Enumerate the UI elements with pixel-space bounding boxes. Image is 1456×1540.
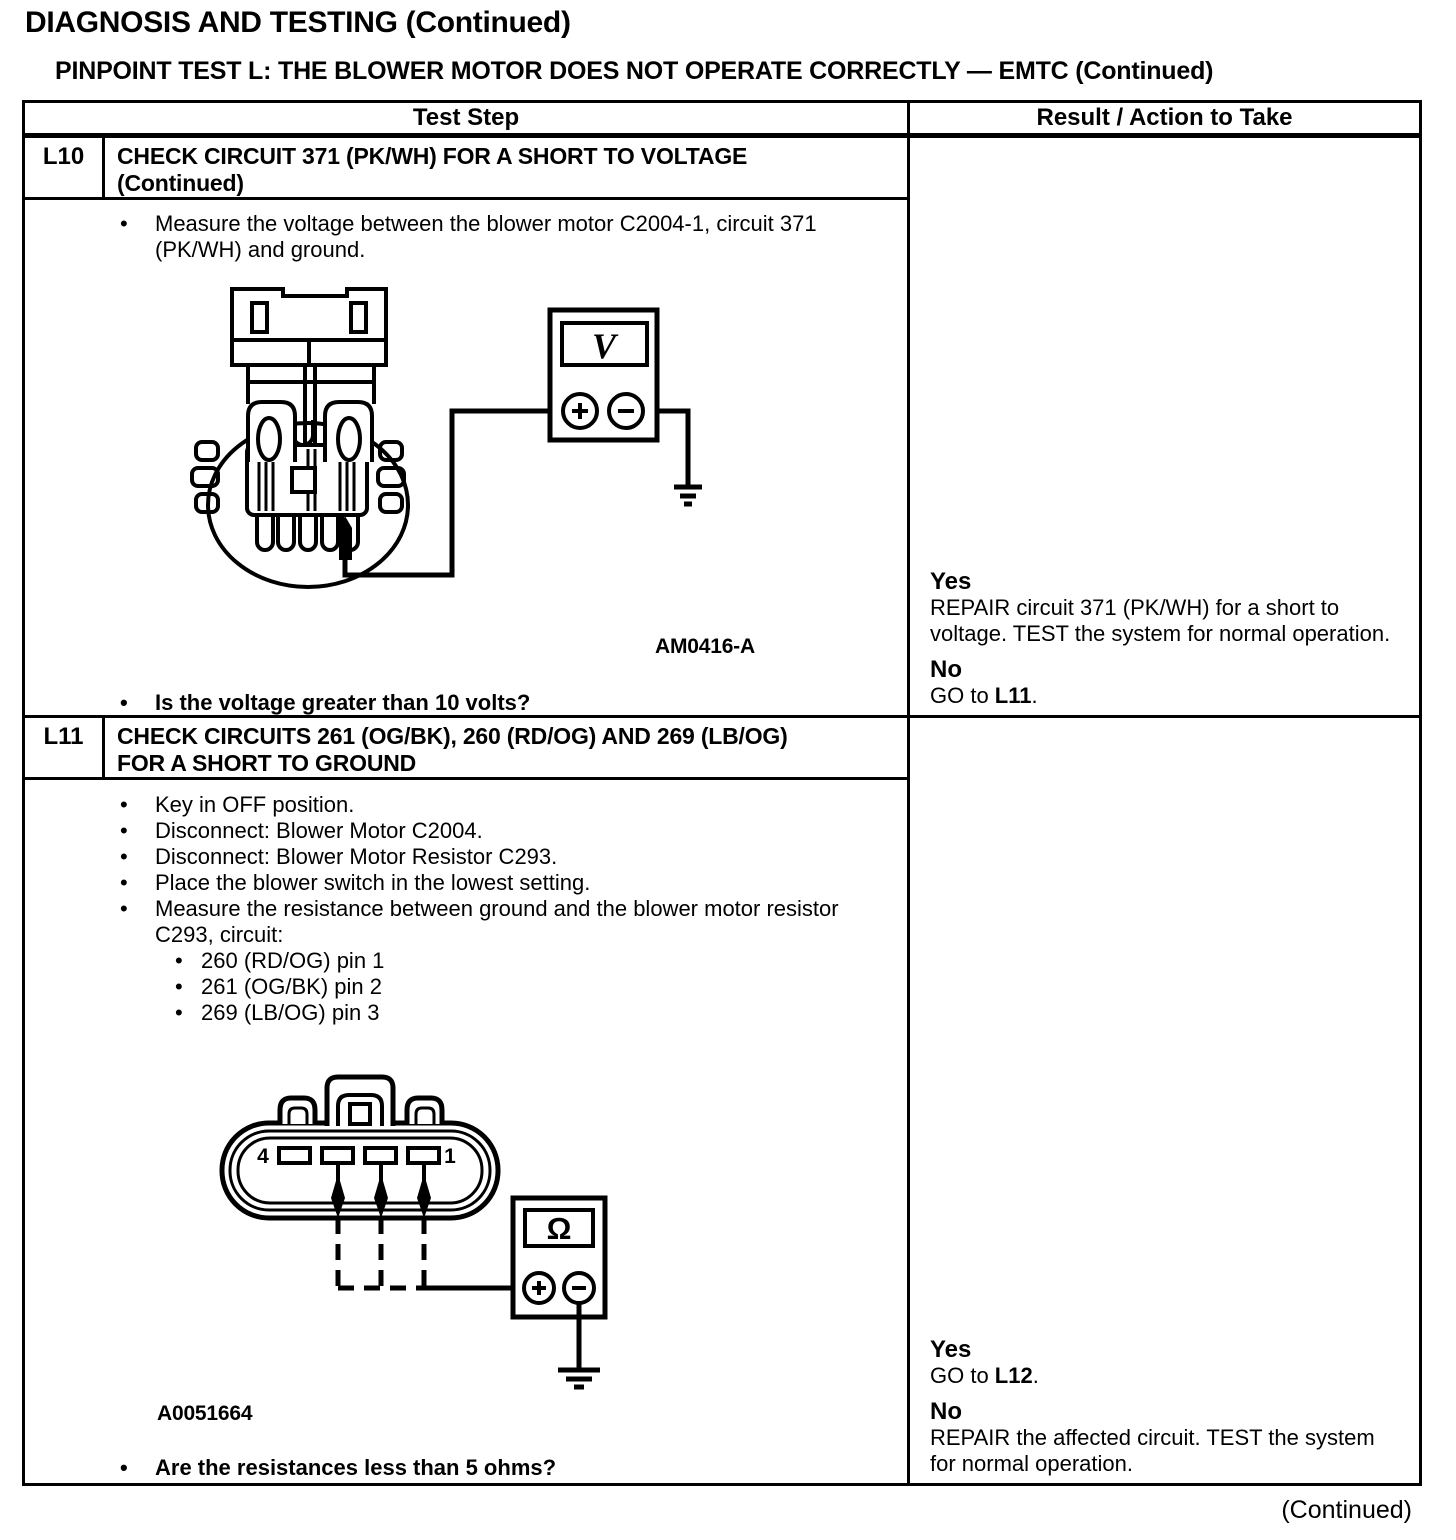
table-header-row xyxy=(25,103,1419,138)
ground-symbol xyxy=(674,487,702,504)
l11-bullet-1: Key in OFF position. xyxy=(155,792,355,817)
bullet-icon: • xyxy=(120,1455,128,1480)
l10-no-action-step-ref: L11 xyxy=(994,683,1032,708)
l11-yes-action xyxy=(930,1363,1399,1389)
pinpoint-test-table xyxy=(22,100,1422,1486)
l11-step-id: L11 xyxy=(25,718,105,777)
bullet-icon: • xyxy=(120,896,128,921)
l11-test-step-cell xyxy=(25,718,910,1483)
l10-question-text: Is the voltage greater than 10 volts? xyxy=(155,690,531,715)
l11-resistance-test-diagram xyxy=(150,1068,670,1408)
bullet-icon: • xyxy=(120,870,128,895)
l11-yes-action-prefix: GO to xyxy=(930,1363,995,1388)
l11-bullet-4: Place the blower switch in the lowest setting. xyxy=(155,870,591,895)
l10-no-action xyxy=(930,683,1399,709)
l11-step-body xyxy=(25,780,907,1483)
list-item xyxy=(25,1000,856,1026)
pin-label-1: 1 xyxy=(444,1145,456,1168)
list-item xyxy=(25,870,856,896)
ohmmeter-symbol: Ω xyxy=(546,1211,572,1246)
l11-yes-action-suffix: . xyxy=(1032,1363,1039,1388)
pin-label-4: 4 xyxy=(257,1145,269,1168)
page-title: DIAGNOSIS AND TESTING (Continued) xyxy=(25,6,571,39)
l10-title-line1: CHECK CIRCUIT 371 (PK/WH) FOR A SHORT TO VOLTAGE xyxy=(117,143,748,169)
dashed-test-leads xyxy=(338,1218,424,1288)
l10-title-strip xyxy=(25,138,907,200)
l11-instruction-list xyxy=(25,792,856,948)
l10-voltage-test-diagram xyxy=(190,282,710,612)
l10-step-id: L10 xyxy=(25,138,105,197)
l11-question xyxy=(25,1455,885,1481)
list-item xyxy=(25,974,856,1000)
list-item xyxy=(25,844,856,870)
l11-subbullet-3: 269 (LB/OG) pin 3 xyxy=(201,1000,380,1025)
bullet-icon: • xyxy=(120,792,128,817)
l11-yes-action-step-ref: L12 xyxy=(994,1363,1033,1388)
page-continued-note: (Continued) xyxy=(1281,1496,1412,1524)
bullet-icon: • xyxy=(175,974,183,999)
l10-result-cell xyxy=(910,138,1419,715)
l11-bullet-3: Disconnect: Blower Motor Resistor C293. xyxy=(155,844,558,869)
list-item xyxy=(25,896,856,948)
voltmeter-symbol: V xyxy=(591,326,617,366)
l11-title-strip xyxy=(25,718,907,780)
l10-figure-label: AM0416-A xyxy=(655,635,755,658)
l11-result-cell xyxy=(910,718,1419,1483)
l11-subbullet-1: 260 (RD/OG) pin 1 xyxy=(201,948,385,973)
list-item xyxy=(25,948,856,974)
l10-step-title xyxy=(105,138,907,197)
bullet-icon: • xyxy=(120,818,128,843)
l11-title-line1: CHECK CIRCUITS 261 (OG/BK), 260 (RD/OG) AND 269 (LB/OG) xyxy=(117,723,788,749)
l11-no-label: No xyxy=(930,1398,962,1425)
l11-title-line2: FOR A SHORT TO GROUND xyxy=(117,750,417,776)
list-item xyxy=(25,792,856,818)
bullet-icon: • xyxy=(175,948,183,973)
table-row-l10 xyxy=(25,138,1419,718)
bullet-icon: • xyxy=(120,844,128,869)
l10-yes-label: Yes xyxy=(930,568,972,595)
column-header-result: Result / Action to Take xyxy=(1036,104,1293,131)
ground-symbol xyxy=(558,1370,600,1387)
l11-bullet-5: Measure the resistance between ground and the blower motor resistor C293, circuit: xyxy=(155,896,839,947)
bullet-icon: • xyxy=(120,211,128,236)
l11-circuit-sublist xyxy=(25,948,856,1026)
l11-figure-label: A0051664 xyxy=(157,1402,253,1425)
l10-no-action-suffix: . xyxy=(1031,683,1038,708)
l10-yes-action: REPAIR circuit 371 (PK/WH) for a short to voltage. TEST the system for normal operation. xyxy=(930,595,1391,646)
l11-no-action: REPAIR the affected circuit. TEST the system for normal operation. xyxy=(930,1425,1375,1476)
bullet-icon: • xyxy=(120,690,128,715)
table-row-l11 xyxy=(25,718,1419,1483)
l10-step-body xyxy=(25,200,907,715)
l10-title-line2: (Continued) xyxy=(117,170,244,196)
bullet-icon: • xyxy=(175,1000,183,1025)
l10-instruction-text: Measure the voltage between the blower motor C2004-1, circuit 371 (PK/WH) and ground. xyxy=(155,211,817,262)
l11-question-text: Are the resistances less than 5 ohms? xyxy=(155,1455,557,1480)
l11-yes-label: Yes xyxy=(930,1336,972,1363)
list-item xyxy=(25,818,856,844)
l10-instruction-bullet xyxy=(25,211,856,263)
column-header-test-step: Test Step xyxy=(25,103,910,133)
l10-question xyxy=(25,690,885,716)
l10-test-step-cell xyxy=(25,138,910,715)
l11-bullet-2: Disconnect: Blower Motor C2004. xyxy=(155,818,483,843)
l10-no-action-prefix: GO to xyxy=(930,683,995,708)
l11-subbullet-2: 261 (OG/BK) pin 2 xyxy=(201,974,382,999)
pinpoint-test-title: PINPOINT TEST L: THE BLOWER MOTOR DOES NOT OPERATE CORRECTLY — EMTC (Continued) xyxy=(55,57,1214,85)
l11-step-title xyxy=(105,718,907,777)
l10-no-label: No xyxy=(930,656,962,683)
